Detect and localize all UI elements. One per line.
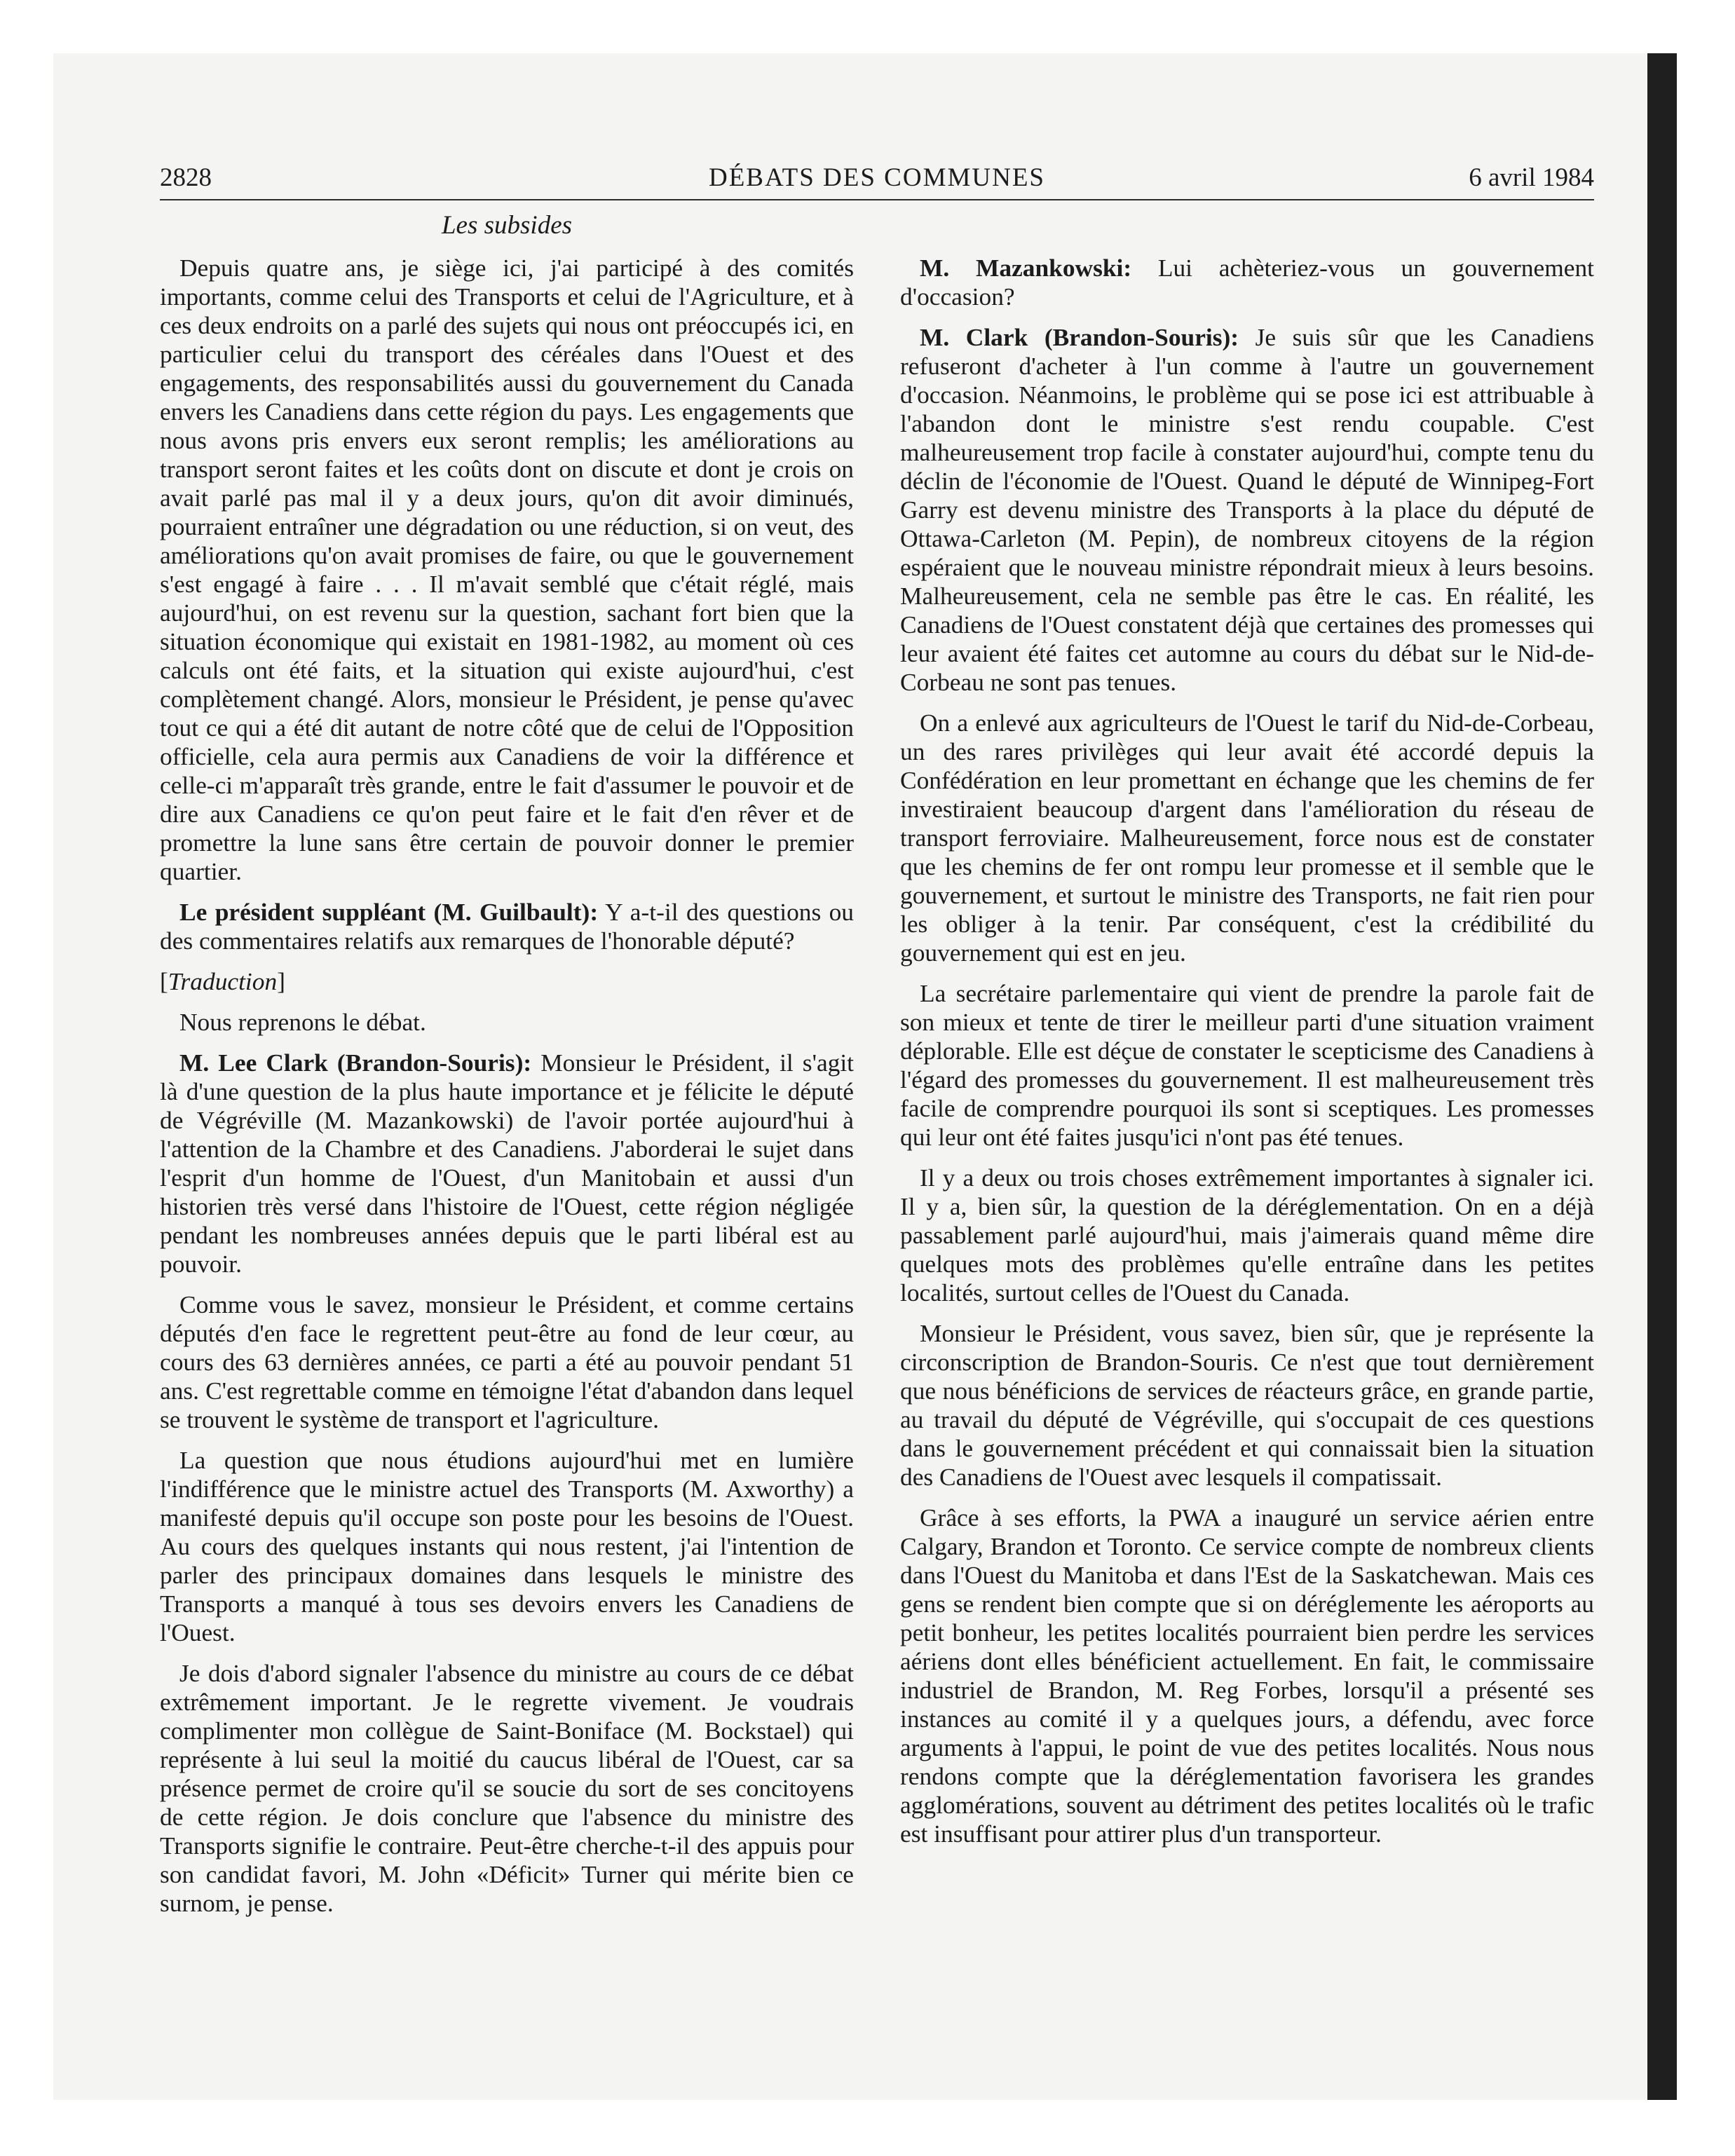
paragraph: Comme vous le savez, monsieur le Président, et comme certains députés d'en face le regrettent peut-être au fond de leur cœur, au cours des 63 dernières années, ce parti a été au pouvoir pendant 51 ans. C'est regrettable comme en témoigne l'état d'abandon dans lequel se trouvent le système de transport et l'agriculture. xyxy=(160,1290,854,1433)
page-number: 2828 xyxy=(160,163,212,192)
header-date: 6 avril 1984 xyxy=(1469,163,1594,192)
translation-note: [Traduction] xyxy=(160,967,285,995)
paragraph xyxy=(900,254,1594,311)
running-header xyxy=(160,163,1594,200)
paragraph-text: Je suis sûr que les Canadiens refuseront d'acheter à l'un comme à l'autre un gouvernement d'occasion. Néanmoins, le problème qui se pose ici est attribuable à l'abandon dont le ministre s'est rendu coupable. C'est malheureusement trop facile à constater aujourd'hui, compte tenu du déclin de l'économie de l'Ouest. Quand le député de Winnipeg-Fort Garry est devenu ministre des Transports à la place du député de Ottawa-Carleton (M. Pepin), de nombreux citoyens de la région espéraient que le nouveau ministre répondrait mieux à leurs besoins. Malheureusement, cela ne semble pas être le cas. En réalité, les Canadiens de l'Ouest constatent déjà que certaines des promesses qui leur avaient été faites cet automne au cours du débat sur le Nid-de-Corbeau ne sont pas tenues. xyxy=(900,323,1594,696)
paragraph: Monsieur le Président, vous savez, bien sûr, que je représente la circonscription de Brandon-Souris. Ce n'est que tout dernièrement que nous bénéficions de services de réacteurs grâce, en grande partie, au travail du député de Végréville, qui s'occupait de ces questions dans le gouvernement précédent et qui connaissait bien la situation des Canadiens de l'Ouest avec lesquels il compatissait. xyxy=(900,1319,1594,1491)
speaker-name: M. Mazankowski: xyxy=(920,254,1132,282)
paragraph xyxy=(160,898,854,955)
paragraph xyxy=(900,323,1594,697)
paragraph: La question que nous étudions aujourd'hui met en lumière l'indifférence que le ministre actuel des Transports (M. Axworthy) a manifesté depuis qu'il occupe son poste pour les besoins de l'Ouest. Au cours des quelques instants qui nous restent, j'ai l'intention de parler des principaux domaines dans lesquels le ministre des Transports a manqué à tous ses devoirs envers les Canadiens de l'Ouest. xyxy=(160,1446,854,1646)
publication-title: DÉBATS DES COMMUNES xyxy=(708,163,1045,192)
paragraph: Il y a deux ou trois choses extrêmement importantes à signaler ici. Il y a, bien sûr, la question de la déréglementation. On en a déjà passablement parlé aujourd'hui, mais j'aimerais quand même dire quelques mots des problèmes qu'elle entraîne dans les petites localités, surtout celles de l'Ouest du Canada. xyxy=(900,1164,1594,1306)
paragraph-text: Lui achèteriez-vous un gouvernement d'occasion? xyxy=(900,254,1594,311)
section-title: Les subsides xyxy=(441,211,573,240)
scan-edge-shadow xyxy=(1647,53,1677,2100)
paragraph-text: Monsieur le Président, il s'agit là d'une question de la plus haute importance et je félicite le député de Végréville (M. Mazankowski) de l'avoir portée aujourd'hui à l'attention de la Chambre et des Canadiens. J'aborderai le sujet dans l'esprit d'un homme de l'Ouest, d'un Manitobain et aussi d'un historien très versé dans l'histoire de l'Ouest, cette région négligée pendant les nombreuses années depuis que le parti libéral est au pouvoir. xyxy=(160,1049,855,1278)
paragraph: Je dois d'abord signaler l'absence du ministre au cours de ce débat extrêmement important. Je le regrette vivement. Je voudrais complimenter mon collègue de Saint-Boniface (M. Bockstael) qui représente à lui seul la moitié du caucus libéral de l'Ouest, car sa présence permet de croire qu'il se soucie du sort de ses concitoyens de cette région. Je dois conclure que l'absence du ministre des Transports signifie le contraire. Peut-être cherche-t-il des appuis pour son candidat favori, M. John «Déficit» Turner qui mérite bien ce surnom, je pense. xyxy=(160,1659,854,1917)
paragraph: La secrétaire parlementaire qui vient de prendre la parole fait de son mieux et tente de tirer le meilleur parti d'une situation vraiment déplorable. Elle est déçue de constater le scepticisme des Canadiens à l'égard des promesses du gouvernement. Il est malheureusement très facile de comprendre pourquoi ils sont si sceptiques. Les promesses qui leur ont été faites jusqu'ici n'ont pas été tenues. xyxy=(900,979,1594,1151)
paragraph: Nous reprenons le débat. xyxy=(179,1008,426,1036)
paragraph: On a enlevé aux agriculteurs de l'Ouest le tarif du Nid-de-Corbeau, un des rares privilèges qui leur avait été accordé depuis la Confédération en leur promettant en échange que les chemins de fer investiraient beaucoup d'argent dans l'amélioration du réseau de transport ferroviaire. Malheureusement, force nous est de constater que les chemins de fer ont rompu leur promesse et il semble que le gouvernement, et surtout le ministre des Transports, ne fait rien pour les obliger à la tenir. Par conséquent, c'est la crédibilité du gouvernement qui est en jeu. xyxy=(900,709,1594,967)
speaker-name: M. Lee Clark (Brandon-Souris): xyxy=(179,1049,532,1077)
left-column xyxy=(160,254,854,1930)
right-column xyxy=(900,254,1594,1860)
paragraph: Grâce à ses efforts, la PWA a inauguré un service aérien entre Calgary, Brandon et Toronto. Ce service compte de nombreux clients dans l'Ouest du Manitoba et dans l'Est de la Saskatchewan. Mais ces gens se rendent bien compte que si on déréglemente les aéroports au petit bonheur, les petites localités pourraient bien perdre les services aériens dont elles bénéficient actuellement. En fait, le commissaire industriel de Brandon, M. Reg Forbes, lorsqu'il a présenté ses instances au comité il y a quelques jours, a défendu, avec force arguments à l'appui, le point de vue des petites localités. Nous nous rendons compte que la déréglementation favorisera les grandes agglomérations, souvent au détriment des petites localités où le trafic est insuffisant pour attirer plus d'un transporteur. xyxy=(900,1503,1594,1848)
speaker-name: Le président suppléant (M. Guilbault): xyxy=(179,898,599,926)
paragraph: Depuis quatre ans, je siège ici, j'ai participé à des comités importants, comme celui des Transports et celui de l'Agriculture, et à ces deux endroits on a parlé des sujets qui nous ont préoccupés ici, en particulier celui du transport des céréales dans l'Ouest et des engagements, des responsabilités aussi du gouvernement du Canada envers les Canadiens dans cette région du pays. Les engagements que nous avons pris envers eux seront remplis; les améliorations au transport seront faites et les coûts dont on discute et dont je crois on avait parlé pas mal il y a deux jours, qu'on dit avoir diminués, pourraient entraîner une dégradation ou une réduction, si on veut, des améliorations qu'on avait promises de faire, ou que le gouvernement s'est engagé à faire . . . Il m'avait semblé que c'était réglé, mais aujourd'hui, on est revenu sur la question, sachant fort bien que la situation économique qui existait en 1981-1982, au moment où ces calculs ont été faits, et la situation qui existe aujourd'hui, c'est complètement changé. Alors, monsieur le Président, je pense qu'avec tout ce qui a été dit autant de notre côté que de celui de l'Opposition officielle, cela aura permis aux Canadiens de voir la différence et celle-ci m'apparaît très grande, entre le fait d'assumer le pouvoir et de dire aux Canadiens ce qu'on peut faire et le fait d'en rêver et de promettre la lune sans être certain de pouvoir donner le premier quartier. xyxy=(160,254,854,885)
paragraph-text: Y a-t-il des questions ou des commentaires relatifs aux remarques de l'honorable député? xyxy=(160,898,855,955)
paragraph xyxy=(160,1049,854,1278)
speaker-name: M. Clark (Brandon-Souris): xyxy=(920,323,1239,351)
